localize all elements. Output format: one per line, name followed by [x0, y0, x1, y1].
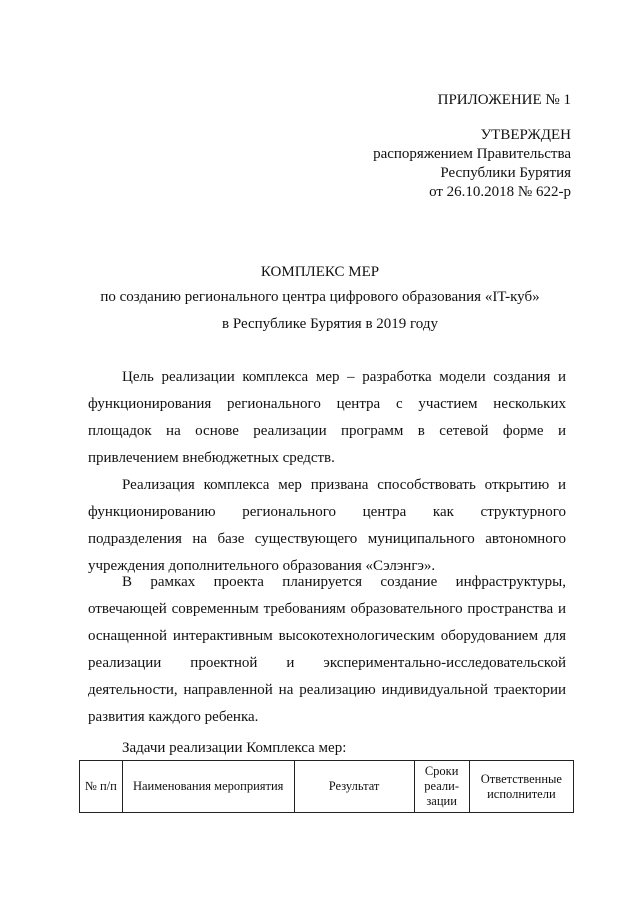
- tasks-table: [79, 760, 574, 813]
- approval-line: Республики Бурятия: [440, 165, 571, 181]
- approval-stamp: [373, 126, 571, 202]
- approval-line: от 26.10.2018 № 622-р: [429, 184, 571, 200]
- paragraph-goal: [88, 364, 566, 472]
- column-header-number: № п/п: [80, 761, 123, 813]
- approval-line: УТВЕРЖДЕН: [480, 127, 571, 143]
- document-title: КОМПЛЕКС МЕР: [260, 264, 380, 280]
- table-header-row: [80, 761, 574, 813]
- paragraph-infrastructure: [88, 569, 566, 731]
- paragraph-text: Цель реализации комплекса мер – разработка модели создания и функционирования регионального центра с участием нескольких площадок на основе реализации программ в сетевой форме и привлечением внебюджетных средств.: [88, 369, 566, 466]
- column-header-activity: Наименования мероприятия: [122, 761, 294, 813]
- appendix-label: ПРИЛОЖЕНИЕ № 1: [437, 92, 571, 108]
- paragraph-text: Задачи реализации Комплекса мер:: [122, 740, 347, 756]
- approval-line: распоряжением Правительства: [373, 146, 571, 162]
- column-header-responsible: Ответственные исполнители: [469, 761, 573, 813]
- paragraph-text: В рамках проекта планируется создание инфраструктуры, отвечающей современным требованиям образовательного пространства и оснащенной интерактивным высокотехнологическим оборудованием для реализации проектной и экспериментально-исследовательской деятельности, направленной на реализацию индивидуальной траектории развития каждого ребенка.: [88, 574, 566, 725]
- column-header-deadline: Сроки реали-зации: [414, 761, 469, 813]
- column-header-result: Результат: [294, 761, 414, 813]
- document-subtitle-line1: по созданию регионального центра цифрового образования «IT-куб»: [100, 289, 540, 305]
- paragraph-text: Реализация комплекса мер призвана способствовать открытию и функционированию регионального центра как структурного подразделения на базе существующего муниципального автономного учреждения дополнительного образования «Сэлэнгэ».: [88, 477, 566, 574]
- paragraph-implementation: [88, 472, 566, 580]
- document-subtitle-line2: в Республике Бурятия в 2019 году: [221, 316, 439, 332]
- paragraph-tasks-intro: [88, 735, 566, 762]
